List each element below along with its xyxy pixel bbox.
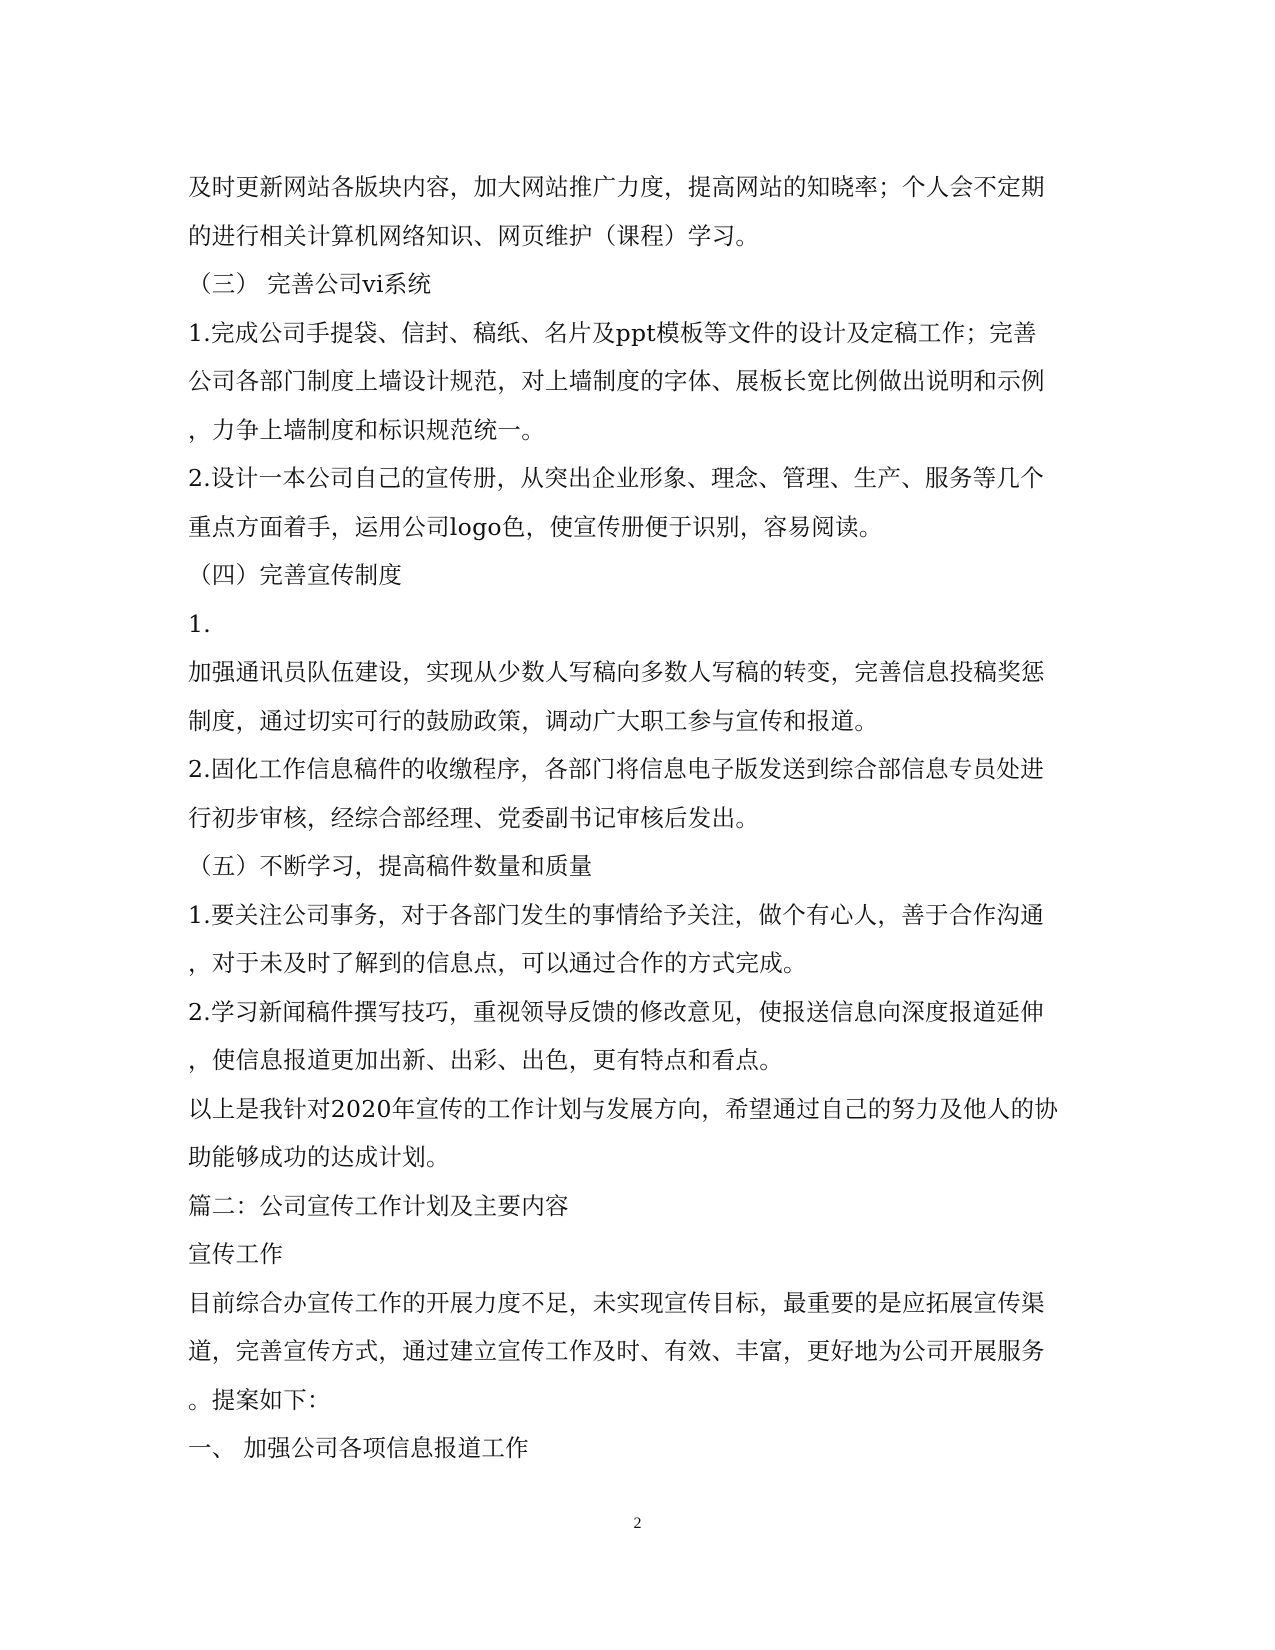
part-heading: 篇二：公司宣传工作计划及主要内容 (188, 1191, 569, 1220)
section-heading: （三） 完善公司vi系统 (188, 270, 432, 298)
text-line: ，力争上墙制度和标识规范统一。 (188, 415, 545, 444)
page-number: 2 (633, 1515, 642, 1532)
text-line: 助能够成功的达成计划。 (188, 1143, 450, 1171)
text-line: 2.设计一本公司自己的宣传册，从突出企业形象、理念、管理、生产、服务等几个 (188, 464, 1045, 492)
text-line: 1.要关注公司事务，对于各部门发生的事情给予关注，做个有心人，善于合作沟通 (188, 900, 1045, 929)
text-line: 。提案如下： (188, 1385, 331, 1414)
text-line: 1. (188, 609, 212, 638)
section-heading: 一、 加强公司各项信息报道工作 (188, 1434, 529, 1462)
text-line: 2.固化工作信息稿件的收缴程序，各部门将信息电子版发送到综合部信息专员处进 (188, 755, 1045, 783)
text-line: 重点方面着手，运用公司logo色，使宣传册便于识别，容易阅读。 (188, 512, 883, 541)
text-line: 行初步审核，经综合部经理、党委副书记审核后发出。 (188, 803, 760, 832)
section-heading: （四）完善宣传制度 (188, 561, 403, 589)
text-line: 道，完善宣传方式，通过建立宣传工作及时、有效、丰富，更好地为公司开展服务 (188, 1337, 1045, 1365)
text-line: ，对于未及时了解到的信息点，可以通过合作的方式完成。 (188, 949, 807, 977)
document-body (188, 163, 1088, 1473)
text-line: 公司各部门制度上墙设计规范，对上墙制度的字体、展板长宽比例做出说明和示例 (188, 367, 1045, 395)
text-line: 的进行相关计算机网络知识、网页维护（课程）学习。 (188, 221, 760, 250)
text-line: 目前综合办宣传工作的开展力度不足，未实现宣传目标，最重要的是应拓展宣传渠 (188, 1288, 1045, 1317)
text-line: 加强通讯员队伍建设，实现从少数人写稿向多数人写稿的转变，完善信息投稿奖惩 (188, 658, 1045, 686)
text-line: 制度，通过切实可行的鼓励政策，调动广大职工参与宣传和报道。 (188, 706, 879, 735)
text-line: 2.学习新闻稿件撰写技巧，重视领导反馈的修改意见，使报送信息向深度报道延伸 (188, 997, 1045, 1026)
section-heading: 宣传工作 (188, 1240, 284, 1268)
text-line: 及时更新网站各版块内容，加大网站推广力度，提高网站的知晓率；个人会不定期 (188, 173, 1045, 201)
text-line: 1.完成公司手提袋、信封、稿纸、名片及ppt模板等文件的设计及定稿工作；完善 (188, 318, 1037, 347)
text-line: ，使信息报道更加出新、出彩、出色，更有特点和看点。 (188, 1046, 783, 1074)
text-line: 以上是我针对2020年宣传的工作计划与发展方向，希望通过自己的努力及他人的协 (188, 1094, 1059, 1123)
section-heading: （五）不断学习，提高稿件数量和质量 (188, 852, 593, 880)
